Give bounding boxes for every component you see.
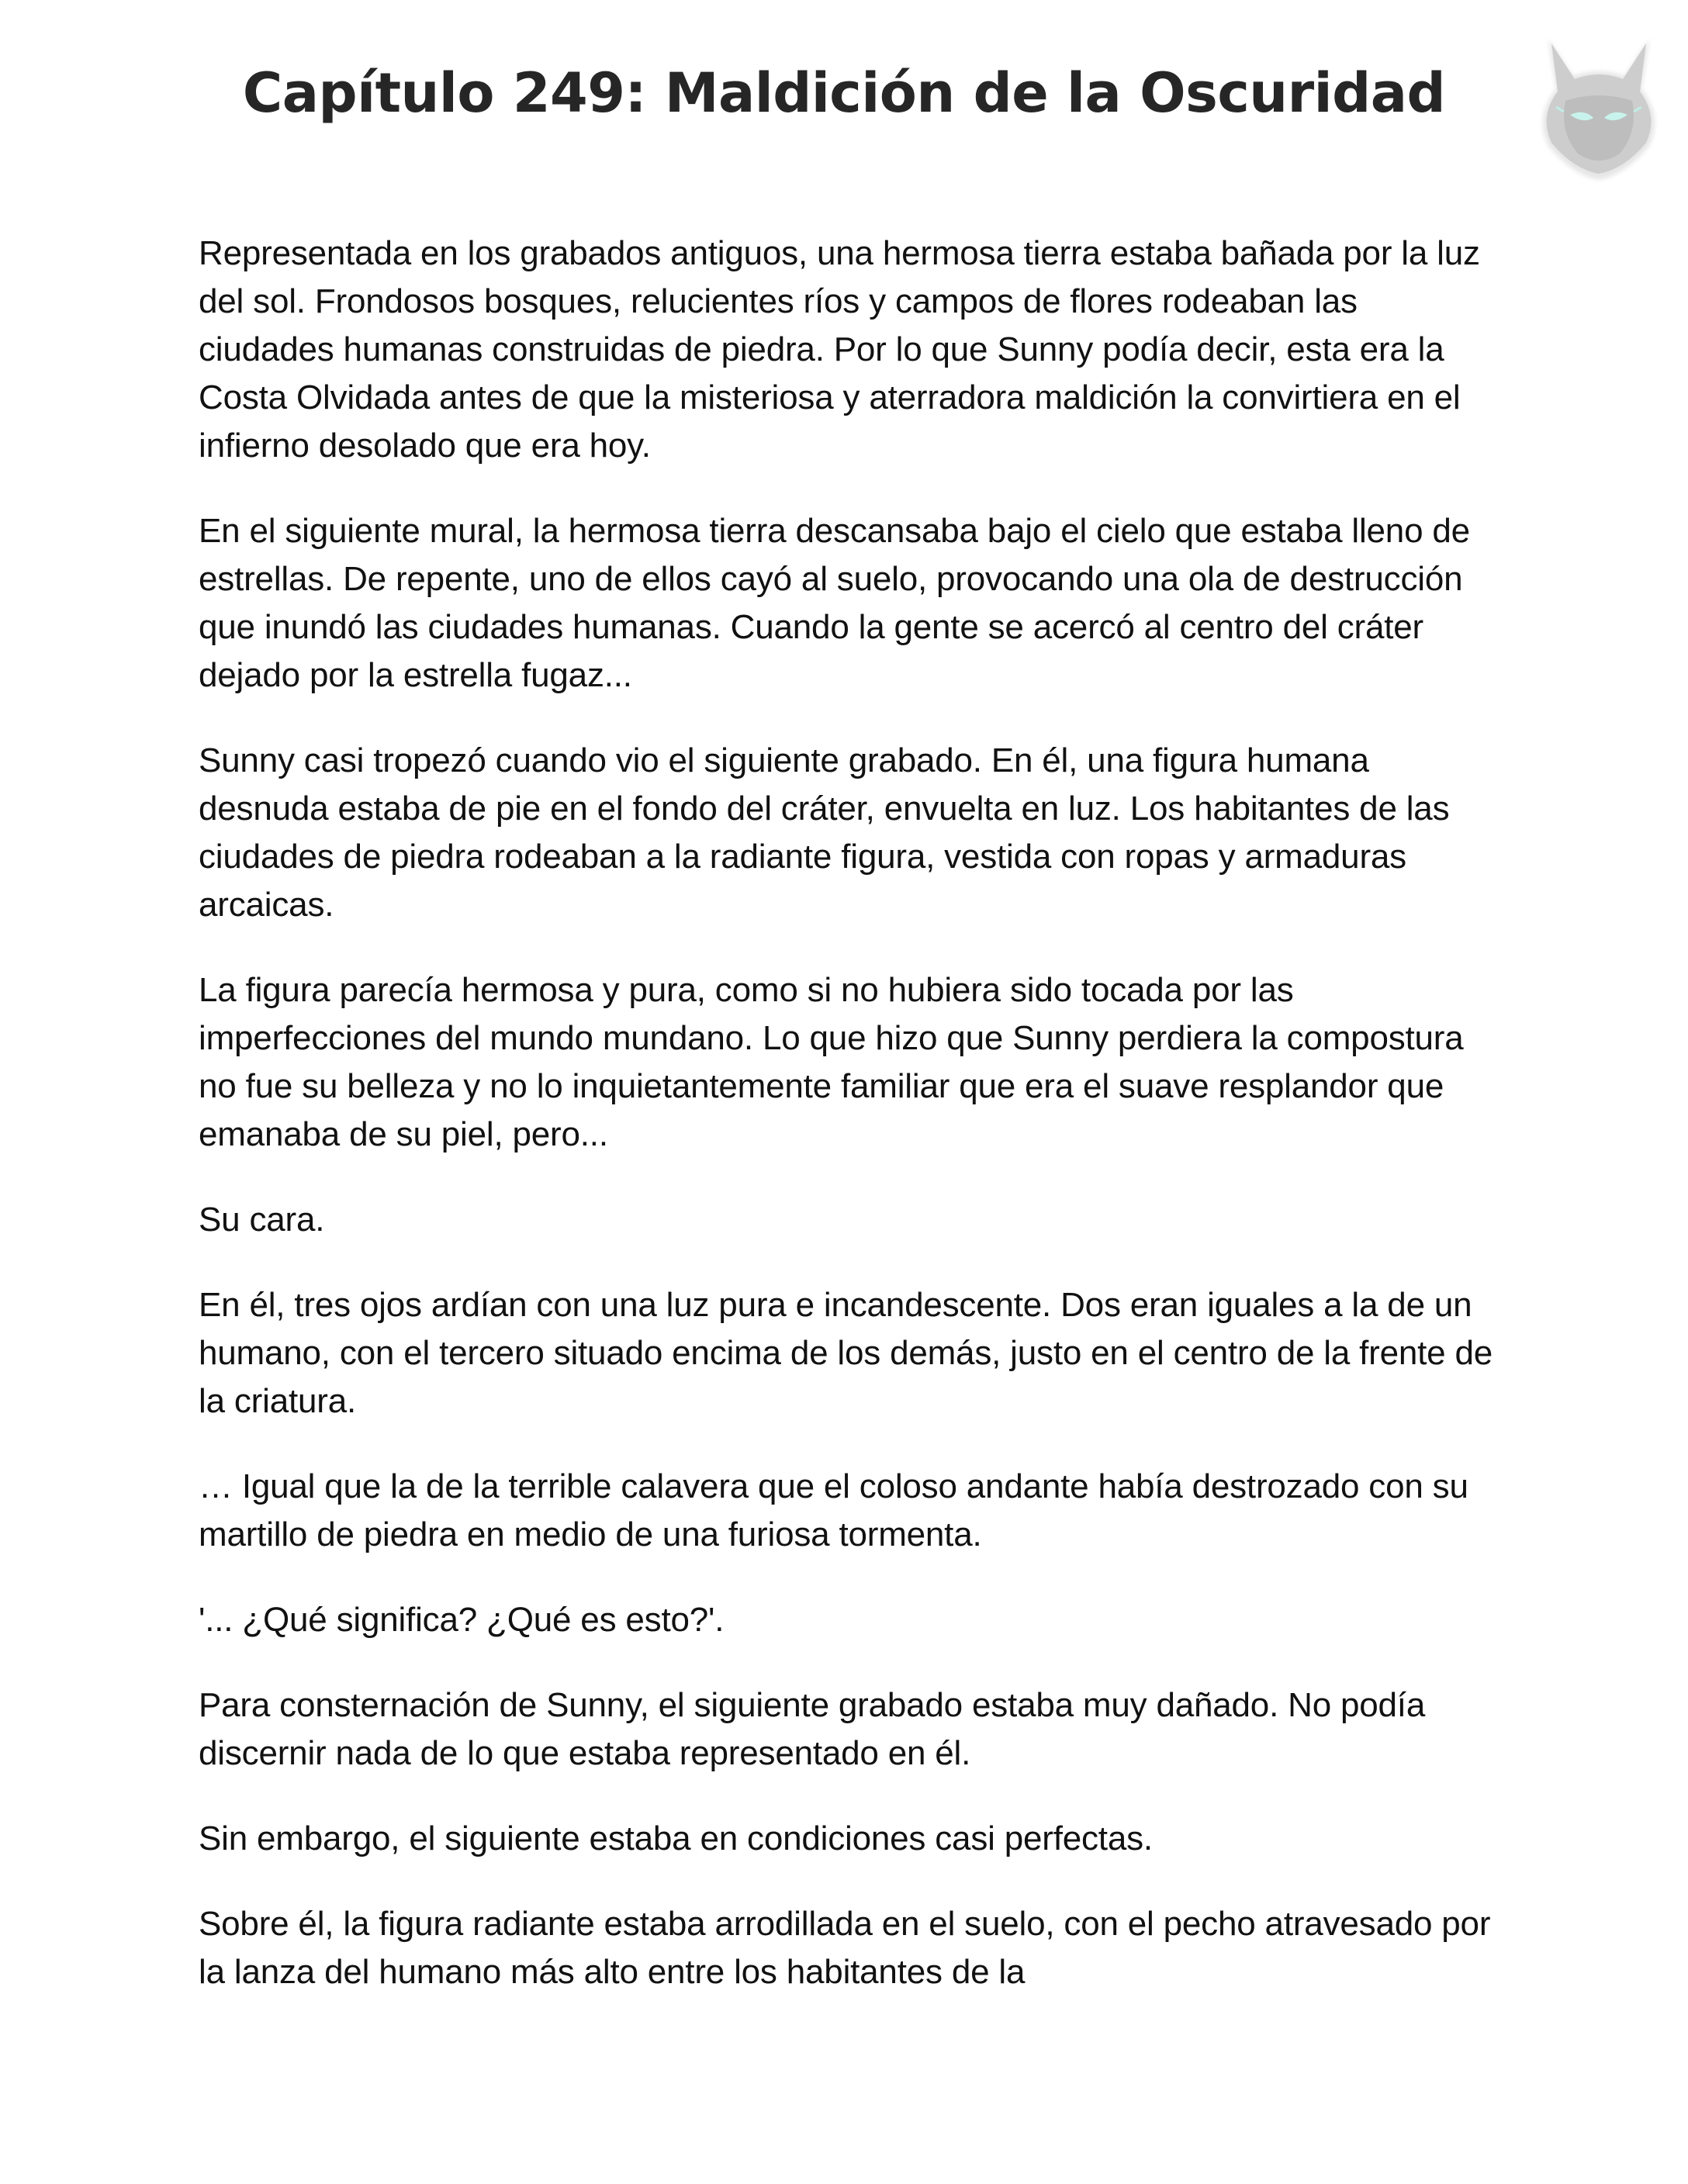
paragraph: Para consternación de Sunny, el siguiente grabado estaba muy dañado. No podía discernir nada de lo que estaba representado en él.	[199, 1686, 1426, 1772]
paragraph: Representada en los grabados antiguos, una hermosa tierra estaba bañada por la luz del sol. Frondosos bosques, relucientes ríos y campos de flores rodeaban las ciudades humanas construidas de piedra. Por lo que Sunny podía decir, esta era la Costa Olvidada antes de que la misteriosa y aterradora maldición la convirtiera en el infierno desolado que era hoy.	[199, 234, 1480, 465]
paragraph: Su cara.	[199, 1201, 325, 1239]
page-title: Capítulo 249: Maldición de la Oscuridad	[242, 61, 1446, 125]
paragraph: Sobre él, la figura radiante estaba arrodillada en el suelo, con el pecho atravesado por la lanza del humano más alto entre los habitantes de la	[199, 1905, 1491, 1991]
paragraph: En el siguiente mural, la hermosa tierra descansaba bajo el cielo que estaba lleno de estrellas. De repente, uno de ellos cayó al suelo, provocando una ola de destrucción que inundó las ciudades humanas. Cuando la gente se acercó al centro del cráter dejado por la estrella fugaz...	[199, 512, 1470, 694]
paragraph: Sin embargo, el siguiente estaba en condiciones casi perfectas.	[199, 1819, 1153, 1857]
chapter-body	[199, 230, 1502, 2034]
paragraph: '... ¿Qué significa? ¿Qué es esto?'.	[199, 1601, 725, 1639]
paragraph: Sunny casi tropezó cuando vio el siguiente grabado. En él, una figura humana desnuda estaba de pie en el fondo del cráter, envuelta en luz. Los habitantes de las ciudades de piedra rodeaban a la radiante figura, vestida con ropas y armaduras arcaicas.	[199, 741, 1450, 924]
paragraph: … Igual que la de la terrible calavera que el coloso andante había destrozado con su martillo de piedra en medio de una furiosa tormenta.	[199, 1467, 1468, 1553]
demon-logo-icon	[1525, 16, 1672, 194]
paragraph: En él, tres ojos ardían con una luz pura e incandescente. Dos eran iguales a la de un humano, con el tercero situado encima de los demás, justo en el centro de la frente de la criatura.	[199, 1286, 1493, 1420]
paragraph: La figura parecía hermosa y pura, como si no hubiera sido tocada por las imperfecciones del mundo mundano. Lo que hizo que Sunny perdiera la compostura no fue su belleza y no lo inquietantemente familiar que era el suave resplandor que emanaba de su piel, pero...	[199, 971, 1464, 1153]
